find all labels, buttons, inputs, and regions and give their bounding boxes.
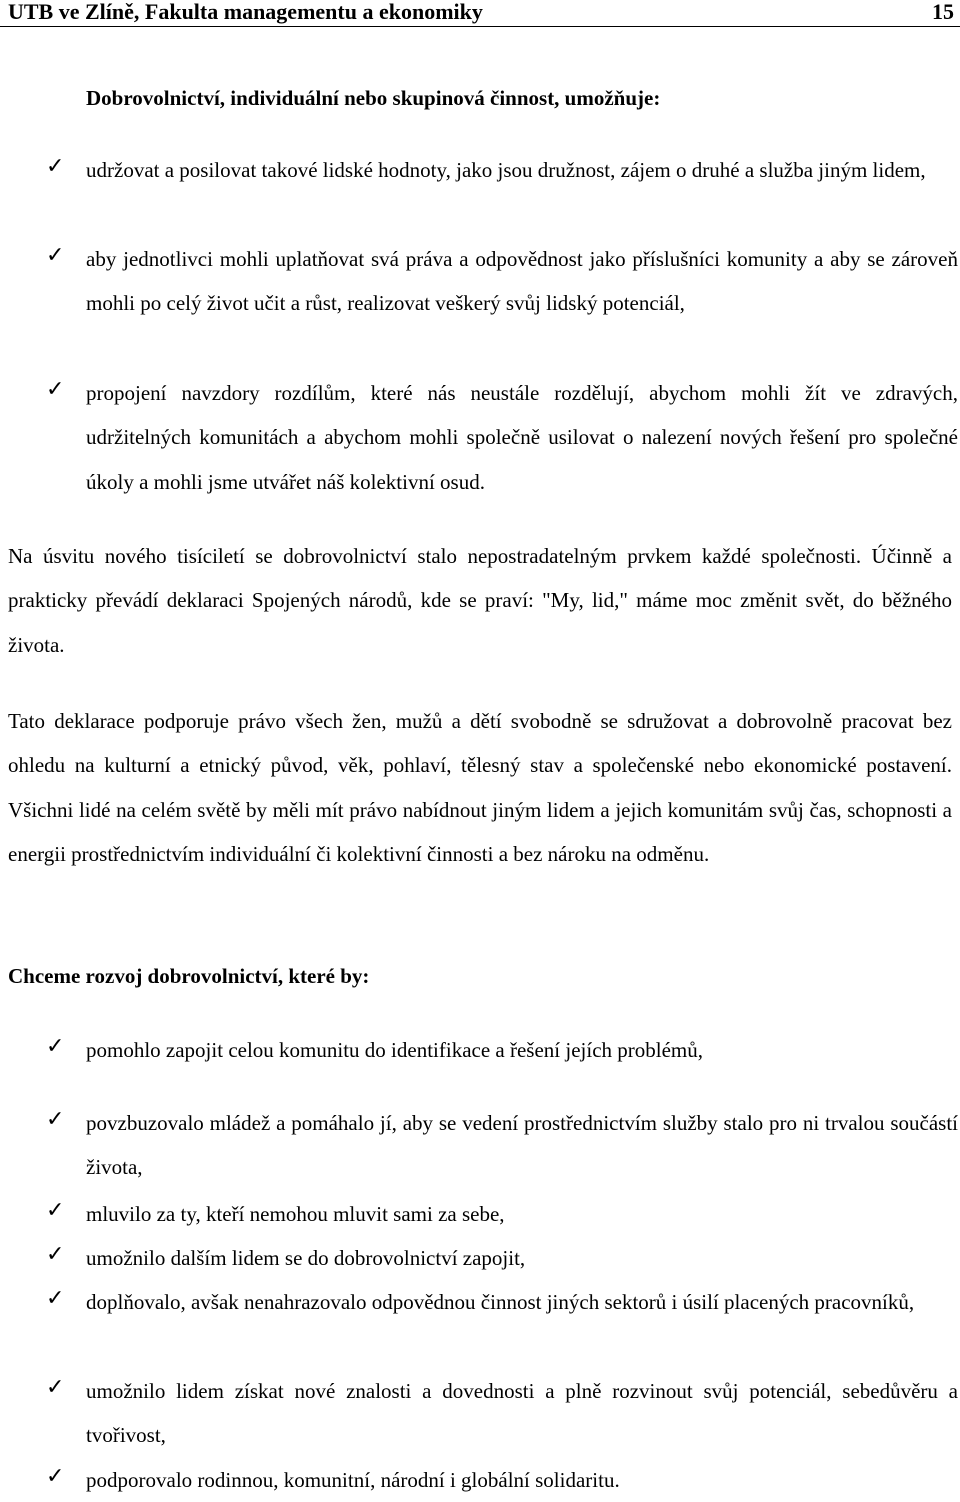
check-icon: ✓ — [46, 243, 65, 268]
page-header — [0, 0, 960, 27]
list-item-text: udržovat a posilovat takové lidské hodnoty, jako jsou družnost, zájem o druhé a služba jiným lidem, — [86, 158, 926, 182]
list-item-text: aby jednotlivci mohli uplatňovat svá práva a odpovědnost jako příslušníci komunity a aby se zároveň mohli po celý život učit a růst, realizovat veškerý svůj lidský potenciál, — [86, 247, 958, 316]
list-item — [46, 1236, 958, 1280]
check-icon: ✓ — [46, 1198, 65, 1223]
list-item — [46, 1458, 958, 1502]
intro-heading: Dobrovolnictví, individuální nebo skupinová činnost, umožňuje: — [86, 86, 661, 110]
check-icon: ✓ — [46, 1242, 65, 1267]
list-item-text: propojení navzdory rozdílům, které nás neustále rozdělují, abychom mohli žít ve zdravých, udržitelných komunitách a abychom mohli společně usilovat o nalezení nových řešení pro společné úkoly a mohli jsme utvářet náš kolektivní osud. — [86, 381, 958, 494]
check-icon: ✓ — [46, 1375, 65, 1400]
list-item — [46, 1028, 958, 1072]
section-heading: Chceme rozvoj dobrovolnictví, které by: — [8, 964, 370, 988]
list-item-text: pomohlo zapojit celou komunitu do identifikace a řešení jejích problémů, — [86, 1038, 703, 1062]
list-item-text: povzbuzovalo mládež a pomáhalo jí, aby se vedení prostřednictvím služby stalo pro ni trvalou součástí života, — [86, 1111, 958, 1180]
check-icon: ✓ — [46, 1034, 65, 1059]
paragraph: Na úsvitu nového tisíciletí se dobrovolnictví stalo nepostradatelným prvkem každé společnosti. Účinně a prakticky převádí deklaraci Spojených národů, kde se praví: "My, lid," máme moc změnit svět, do běžného života. — [8, 544, 952, 657]
list-item — [46, 1369, 958, 1458]
page-number: 15 — [932, 0, 954, 24]
list-item-text: mluvilo za ty, kteří nemohou mluvit sami za sebe, — [86, 1202, 505, 1226]
list-item-text: umožnilo dalším lidem se do dobrovolnictví zapojit, — [86, 1246, 526, 1270]
list-item — [46, 371, 958, 504]
paragraph: Tato deklarace podporuje právo všech žen, mužů a dětí svobodně se sdružovat a dobrovolně pracovat bez ohledu na kulturní a etnický původ, věk, pohlaví, tělesný stav a společenské nebo ekonomické postavení. Všichni lidé na celém světě by měli mít právo nabídnout jiným lidem a jejich komunitám svůj čas, schopnosti a energii prostřednictvím individuální či kolektivní činnosti a bez nároku na odměnu. — [8, 709, 952, 867]
check-icon: ✓ — [46, 1286, 65, 1311]
check-icon: ✓ — [46, 1107, 65, 1132]
check-icon: ✓ — [46, 1464, 65, 1489]
list-item — [46, 1101, 958, 1190]
list-item — [46, 1192, 958, 1236]
list-item — [46, 1280, 958, 1324]
list-item-text: podporovalo rodinnou, komunitní, národní i globální solidaritu. — [86, 1468, 620, 1492]
check-icon: ✓ — [46, 154, 65, 179]
list-item-text: umožnilo lidem získat nové znalosti a dovednosti a plně rozvinout svůj potenciál, sebedůvěru a tvořivost, — [86, 1379, 958, 1448]
header-title: UTB ve Zlíně, Fakulta managementu a ekonomiky — [8, 0, 483, 24]
check-icon: ✓ — [46, 377, 65, 402]
list-item — [46, 237, 958, 326]
list-item — [46, 148, 958, 192]
list-item-text: doplňovalo, avšak nenahrazovalo odpovědnou činnost jiných sektorů i úsilí placených pracovníků, — [86, 1290, 915, 1314]
